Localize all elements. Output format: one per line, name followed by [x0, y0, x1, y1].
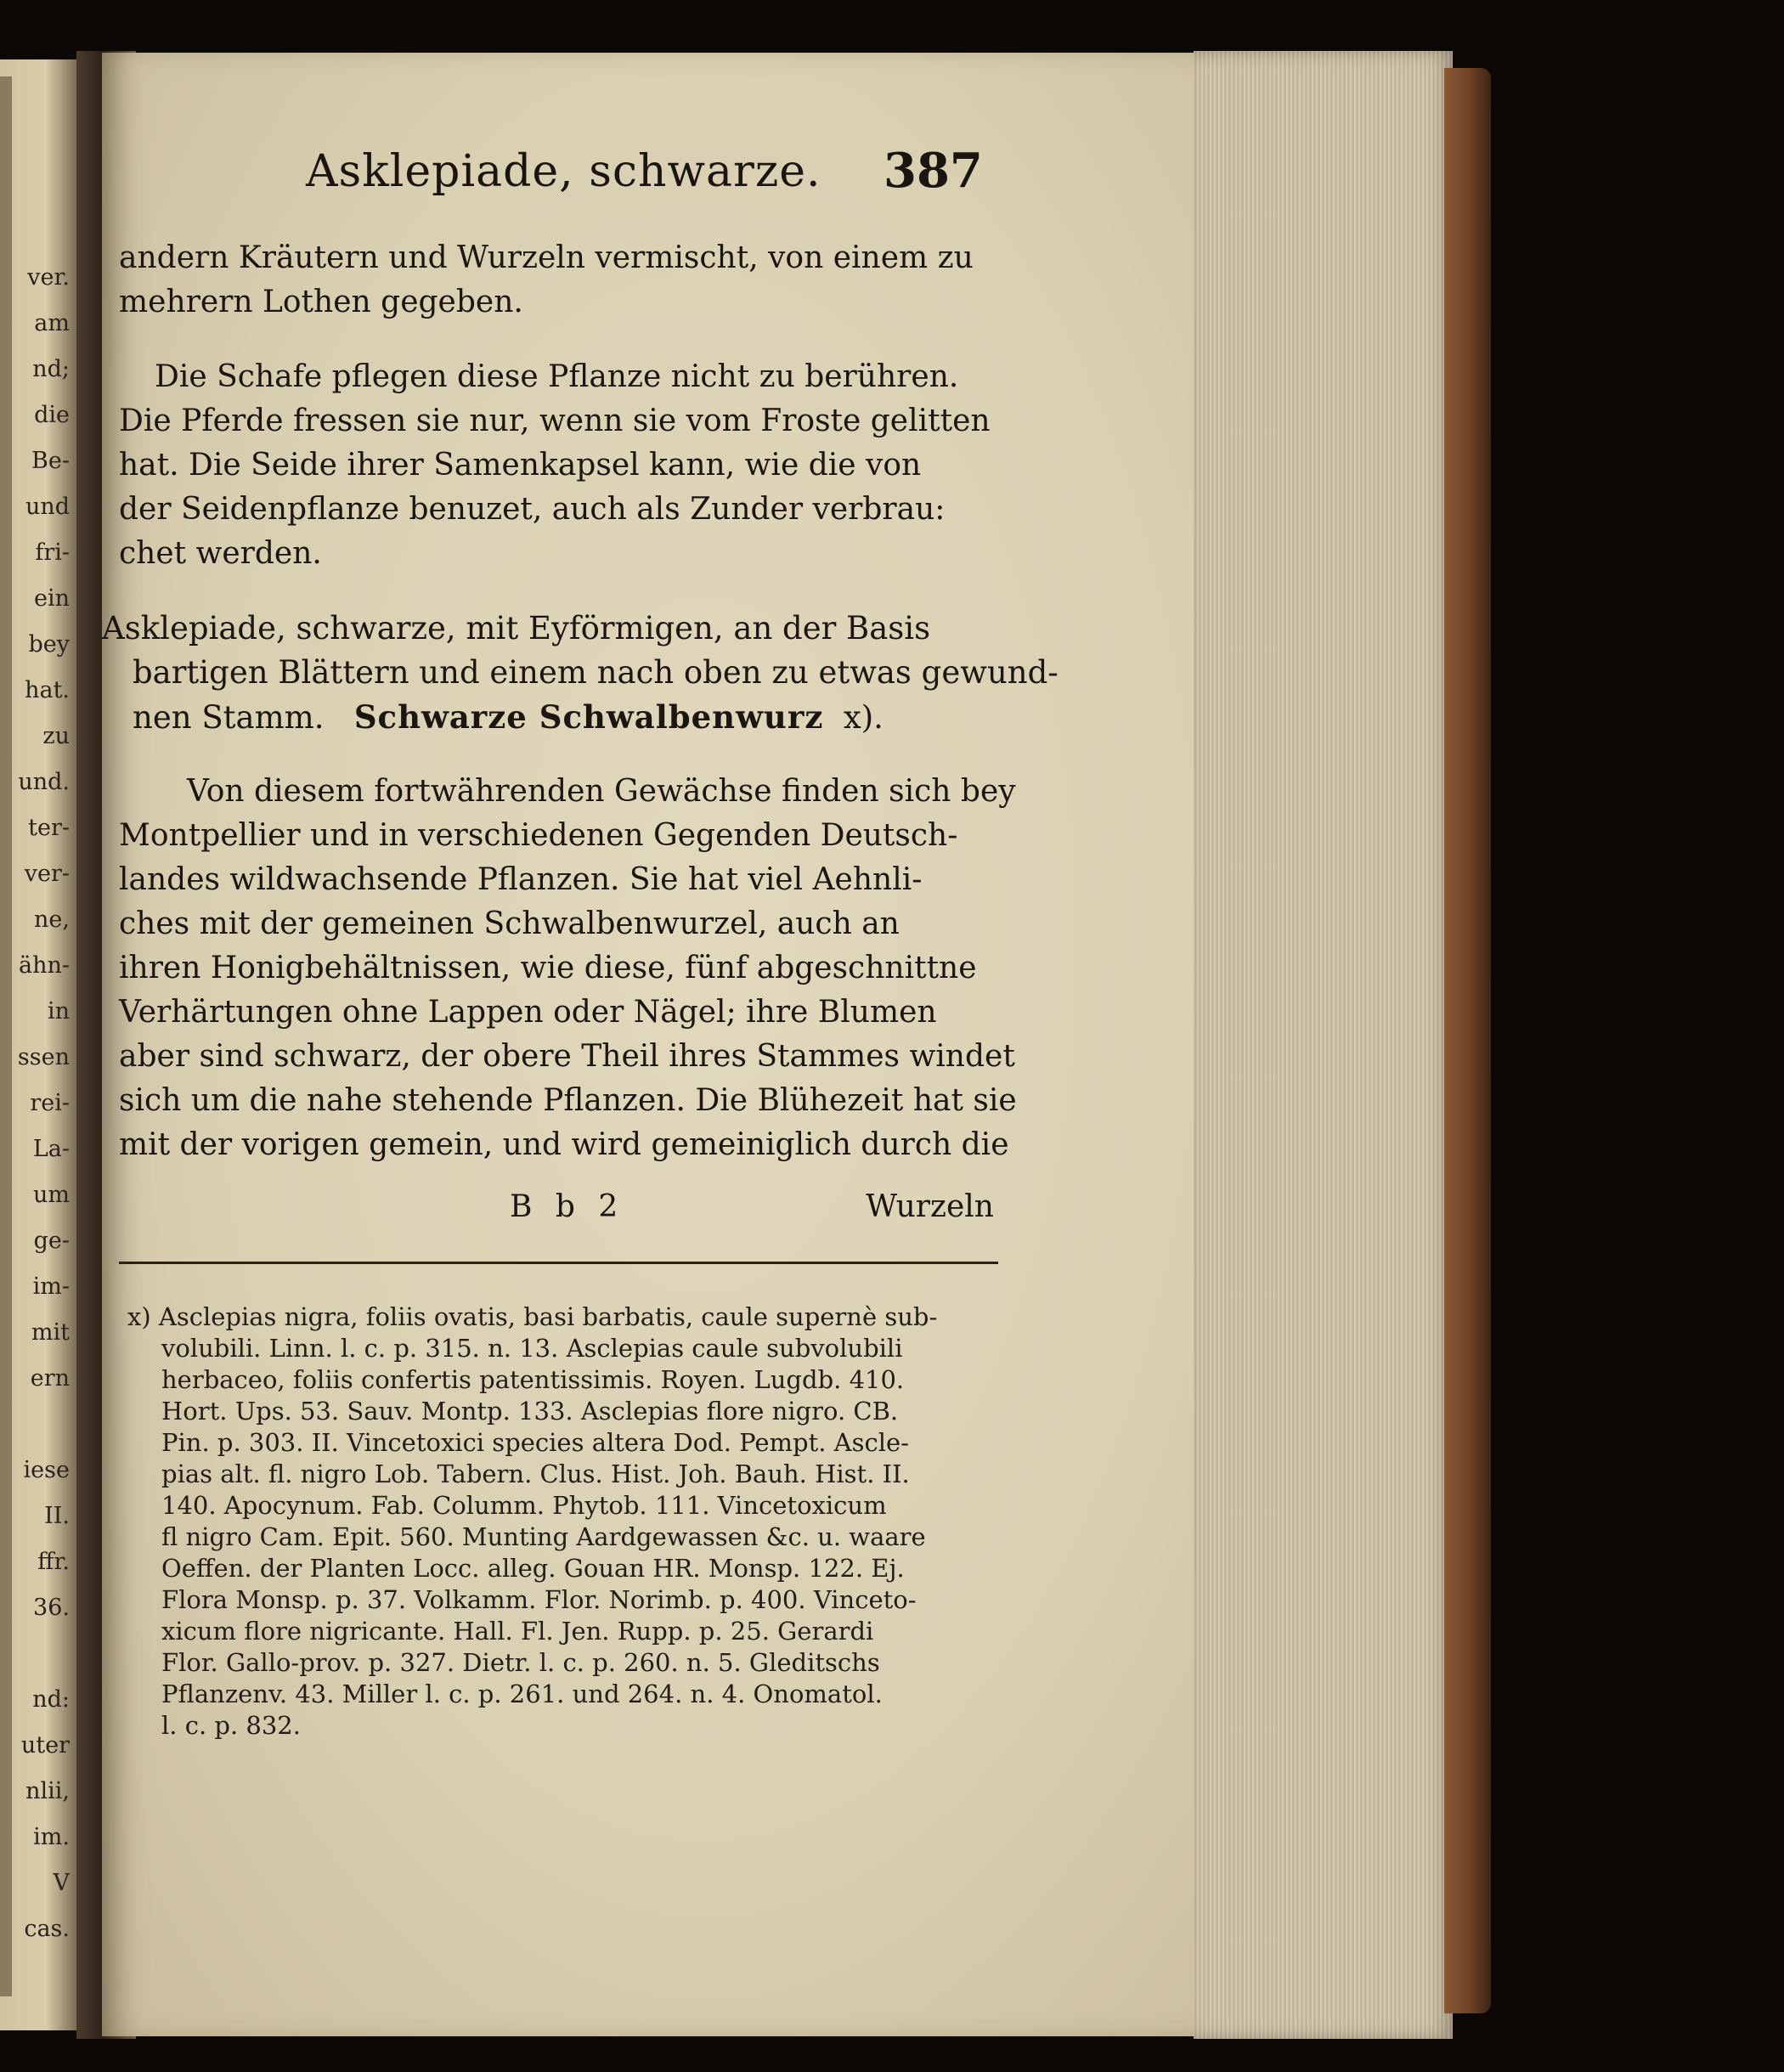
main-text: [102, 236, 1059, 1167]
previous-page-fragment: um: [33, 1182, 70, 1208]
previous-page-fragment: ssen: [17, 1044, 70, 1070]
common-name: Schwarze Schwalbenwurz: [353, 698, 824, 736]
previous-page-fragment: [7, 1631, 70, 1677]
heading-line: [102, 695, 994, 739]
catchword: Wurzeln: [866, 1189, 994, 1224]
previous-page-fragment: ffr.: [37, 1549, 70, 1575]
text-line: hat. Die Seide ihrer Samenkapsel kann, wie die von: [119, 448, 922, 483]
footnote-line: fl nigro Cam. Epit. 560. Munting Aardgewassen &c. u. waare: [161, 1522, 926, 1551]
previous-page-fragment: bey: [28, 631, 70, 658]
previous-page-fragment: Be-: [31, 448, 70, 474]
previous-page-fragment: V: [53, 1870, 70, 1896]
previous-page-fragment: cas.: [24, 1916, 70, 1942]
text-line: Von diesem fortwährenden Gewächse finden sich bey: [187, 774, 1016, 809]
footnote-line: 140. Apocynum. Fab. Columm. Phytob. 111. Vincetoxicum: [161, 1491, 887, 1520]
text-line: mit der vorigen gemein, und wird gemeiniglich durch die: [119, 1127, 1009, 1162]
previous-page-fragment: ähn-: [19, 952, 70, 979]
previous-page-fragment: in: [47, 998, 70, 1025]
text-line: Die Schafe pflegen diese Pflanze nicht zu berühren.: [155, 359, 959, 394]
text-line: mehrern Lothen gegeben.: [119, 285, 523, 319]
text-line: andern Kräutern und Wurzeln vermischt, von einem zu: [119, 240, 974, 275]
text-line: ihren Honigbehältnissen, wie diese, fünf abgeschnittne: [119, 951, 977, 985]
text-line: der Seidenpflanze benuzet, auch als Zunder verbrau:: [119, 492, 946, 527]
previous-page-fragment: und: [25, 494, 70, 520]
previous-page-fragment: ge-: [33, 1228, 70, 1254]
previous-page-fragment: 36.: [33, 1595, 70, 1621]
footnote-rule: [119, 1262, 998, 1264]
previous-page-fragment: La-: [32, 1136, 70, 1162]
previous-page-fragment: ein: [33, 585, 70, 612]
footnote-line: pias alt. fl. nigro Lob. Tabern. Clus. Hist. Joh. Bauh. Hist. II.: [161, 1459, 910, 1488]
heading-stem-text: nen Stamm.: [133, 699, 325, 736]
footnote-line: Hort. Ups. 53. Sauv. Montp. 133. Asclepias flore nigro. CB.: [161, 1397, 899, 1426]
footnote-line: herbaceo, foliis confertis patentissimis. Royen. Lugdb. 410.: [161, 1365, 905, 1394]
species-heading: [102, 607, 1059, 739]
previous-page-fragment: am: [34, 310, 70, 336]
footnote: [127, 1301, 1011, 1742]
signature-line: [119, 1189, 994, 1234]
previous-page-fragment: uter: [20, 1732, 70, 1759]
previous-page-fragment: und.: [18, 769, 70, 795]
footnote-line: Pflanzenv. 43. Miller l. c. p. 261. und 264. n. 4. Onomatol.: [161, 1680, 883, 1708]
previous-page-text-fragments: [7, 255, 70, 1952]
previous-page-fragment: im.: [33, 1824, 70, 1850]
text-line: ches mit der gemeinen Schwalbenwurzel, auch an: [119, 906, 900, 941]
previous-page-fragment: nlii,: [25, 1778, 70, 1804]
previous-page-fragment: ne,: [34, 906, 70, 933]
previous-page-fragment: zu: [42, 723, 70, 749]
leather-cover-edge: [1444, 68, 1491, 2013]
previous-page-fragment: iese: [23, 1457, 70, 1483]
running-head-title: Asklepiade, schwarze.: [306, 146, 821, 197]
footnote-line: Pin. p. 303. II. Vincetoxici species altera Dod. Pempt. Ascle-: [161, 1428, 909, 1457]
heading-line: bartigen Blättern und einem nach oben zu etwas gewund-: [133, 654, 1059, 691]
heading-line: Asklepiade, schwarze, mit Eyförmigen, an der Basis: [102, 610, 931, 646]
previous-page-fragment: nd:: [32, 1686, 70, 1713]
paragraph-2: [119, 355, 994, 399]
previous-page-fragment: fri-: [35, 539, 70, 566]
footnote-line: Oeffen. der Planten Locc. alleg. Gouan HR. Monsp. 122. Ej.: [161, 1554, 905, 1583]
footnote-line: volubili. Linn. l. c. p. 315. n. 13. Asclepias caule subvolubili: [161, 1334, 903, 1363]
text-line: landes wildwachsende Pflanzen. Sie hat viel Aehnli-: [119, 862, 923, 897]
previous-page-fragment: ver.: [27, 264, 70, 291]
text-line: Montpellier und in verschiedenen Gegenden Deutsch-: [119, 818, 958, 853]
paragraph-2-cont: [119, 399, 994, 576]
footnote-reference: x).: [843, 699, 884, 736]
text-line: chet werden.: [119, 536, 322, 571]
paragraph-1: [119, 236, 994, 325]
text-line: Verhärtungen ohne Lappen oder Nägel; ihre Blumen: [119, 995, 937, 1030]
previous-page-fragment: ern: [30, 1365, 70, 1392]
previous-page-fragment: II.: [44, 1503, 70, 1529]
previous-page-fragment: die: [34, 402, 70, 428]
footnote-line: Flora Monsp. p. 37. Volkamm. Flor. Norimb. p. 400. Vinceto-: [161, 1585, 917, 1614]
previous-page-fragment: rei-: [30, 1090, 70, 1116]
footnote-line: x) Asclepias nigra, foliis ovatis, basi barbatis, caule supernè sub-: [127, 1302, 938, 1331]
printer-signature: B b 2: [510, 1189, 625, 1224]
previous-page-fragment: hat.: [25, 677, 70, 703]
footnote-line: xicum flore nigricante. Hall. Fl. Jen. Rupp. p. 25. Gerardi: [161, 1617, 874, 1646]
previous-page-fragment: ter-: [28, 815, 70, 841]
text-line: Die Pferde fressen sie nur, wenn sie vom Froste gelitten: [119, 404, 991, 438]
previous-page-fragment: [7, 1402, 70, 1448]
previous-page-fragment: im-: [32, 1273, 70, 1300]
text-line: aber sind schwarz, der obere Theil ihres Stammes windet: [119, 1039, 1015, 1074]
footnote-line: l. c. p. 832.: [161, 1711, 301, 1740]
page-block-fore-edge: [1194, 51, 1453, 2039]
footnote-line: Flor. Gallo-prov. p. 327. Dietr. l. c. p. 260. n. 5. Gleditschs: [161, 1648, 880, 1677]
previous-page-fragment: ver-: [24, 861, 70, 887]
text-line: sich um die nahe stehende Pflanzen. Die Blühezeit hat sie: [119, 1083, 1017, 1118]
paragraph-3: [119, 770, 1017, 1167]
previous-page-fragment: nd;: [32, 356, 70, 382]
previous-page-fragment: mit: [31, 1319, 70, 1346]
page-number: 387: [884, 143, 983, 199]
